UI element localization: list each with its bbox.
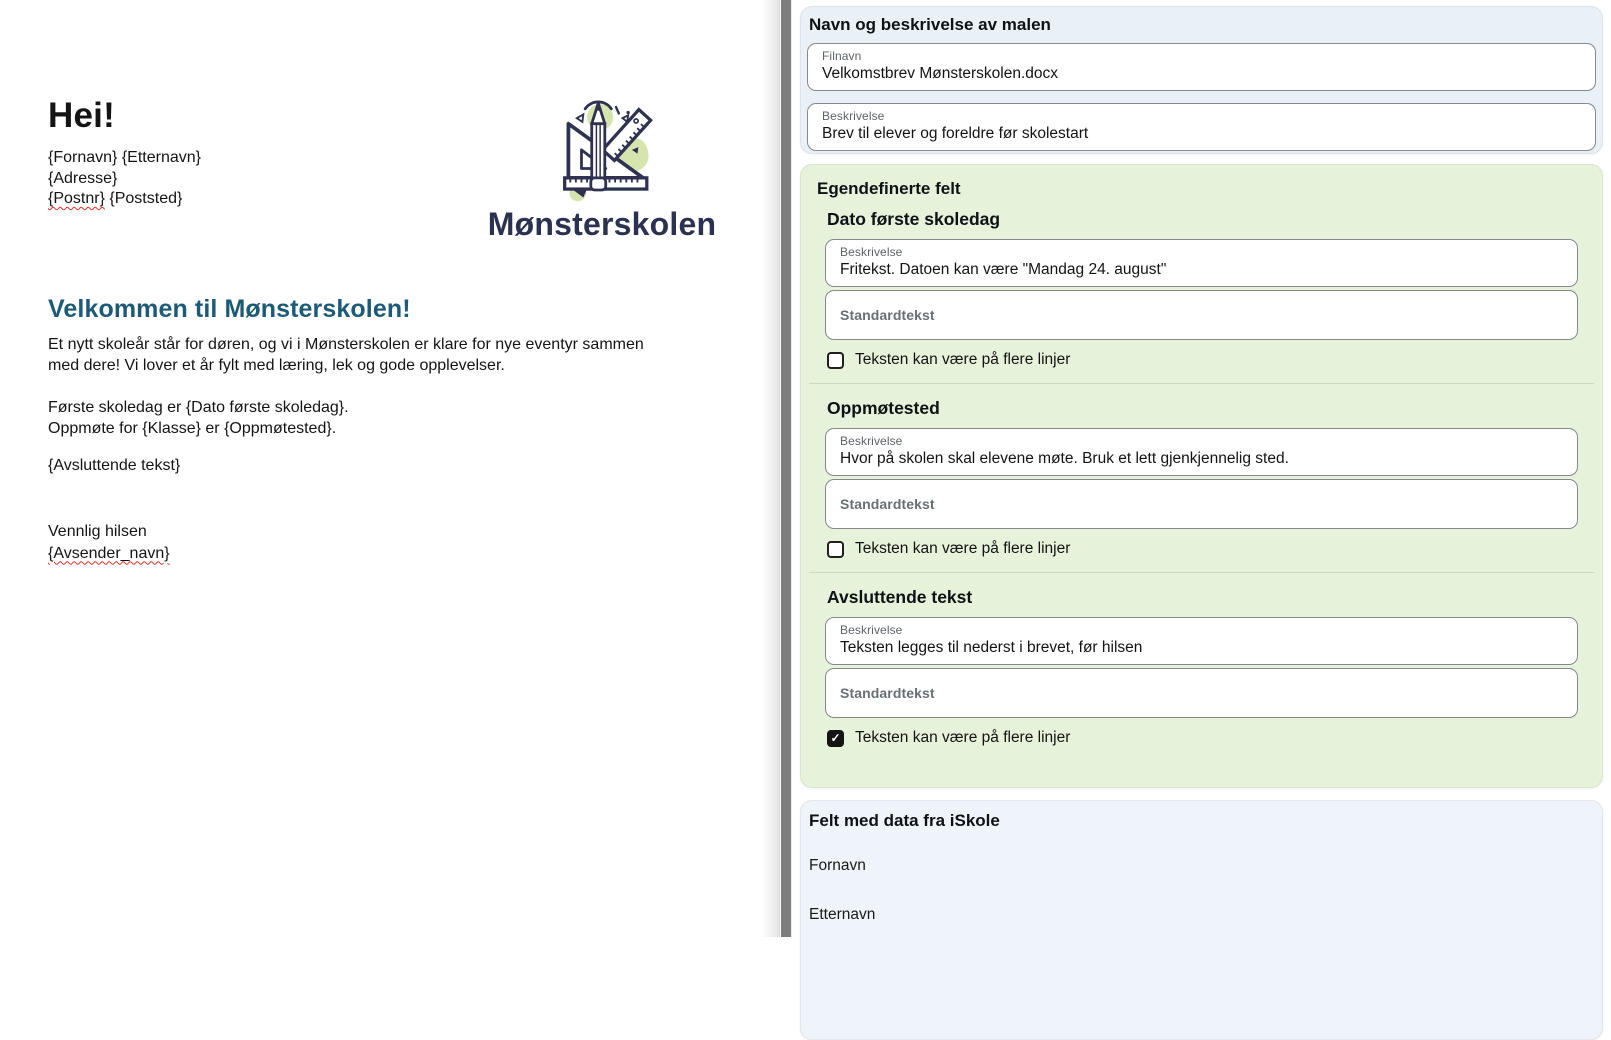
template-name-panel-title: Navn og beskrivelse av malen [809, 15, 1051, 34]
custom-field-default-text-input[interactable] [825, 668, 1578, 718]
document-preview [0, 0, 762, 937]
school-logo [452, 92, 752, 243]
school-logo-icon [546, 92, 658, 204]
multiline-checkbox[interactable] [827, 730, 844, 747]
multiline-checkbox[interactable] [827, 541, 844, 558]
custom-field-name: Dato første skoledag [827, 209, 1001, 229]
letter-body-block [48, 397, 349, 439]
letter-body-line: Oppmøte for {Klasse} er {Oppmøtested}. [48, 420, 337, 437]
iskole-panel-title: Felt med data fra iSkole [809, 811, 1000, 830]
custom-field-default-text-input[interactable] [825, 479, 1578, 529]
description-field-label: Beskrivelse [822, 109, 885, 123]
filename-field-value: Velkomstbrev Mønsterskolen.docx [822, 65, 1059, 82]
school-logo-wordmark: Mønsterskolen [487, 206, 717, 242]
letter-intro-paragraph: Et nytt skoleår står for døren, og vi i Mønsterskolen er klare for nye eventyr sammen med dere! Vi lover et år fylt med læring, lek og gode opplevelser. [48, 336, 644, 374]
sender-name-placeholder: {Avsender_navn} [48, 544, 170, 562]
pane-divider-handle[interactable] [780, 0, 792, 937]
iskole-fields-panel [800, 800, 1603, 1040]
multiline-checkbox[interactable] [827, 352, 844, 369]
custom-field-name: Oppmøtested [827, 398, 940, 418]
custom-field-description-input[interactable] [825, 617, 1578, 665]
multiline-checkbox-label: Teksten kan være på flere linjer [855, 729, 1071, 746]
custom-field-section-dato-forste-skoledag [825, 209, 1578, 369]
pane-divider-track [762, 0, 780, 937]
section-divider [809, 383, 1594, 384]
template-editor-pane [792, 0, 1611, 937]
description-field[interactable] [807, 103, 1596, 151]
description-field-value: Brev til elever og foreldre før skolestart [822, 125, 1089, 142]
description-value: Fritekst. Datoen kan være "Mandag 24. august" [840, 261, 1167, 278]
recipient-postal-line [48, 189, 201, 210]
default-text-label: Standardtekst [840, 307, 935, 323]
poststed-placeholder: {Poststed} [109, 190, 183, 207]
filename-field-label: Filnavn [822, 49, 862, 63]
custom-field-description-input[interactable] [825, 239, 1578, 287]
letter-body-line: Første skoledag er {Dato første skoledag}. [48, 399, 349, 416]
description-label: Beskrivelse [840, 623, 903, 637]
signoff-block [48, 521, 170, 564]
custom-field-default-text-input[interactable] [825, 290, 1578, 340]
description-label: Beskrivelse [840, 434, 903, 448]
description-value: Hvor på skolen skal elevene møte. Bruk et lett gjenkjennelig sted. [840, 450, 1289, 467]
default-text-label: Standardtekst [840, 685, 935, 701]
closing-text-placeholder: {Avsluttende tekst} [48, 457, 181, 474]
custom-field-section-avsluttende-tekst [825, 587, 1578, 747]
multiline-checkbox-row[interactable] [827, 351, 1578, 369]
multiline-checkbox-label: Teksten kan være på flere linjer [855, 351, 1071, 368]
custom-fields-panel [800, 164, 1603, 788]
custom-field-name: Avsluttende tekst [827, 587, 973, 607]
recipient-name-line: {Fornavn} {Etternavn} [48, 149, 201, 166]
iskole-field-fornavn[interactable]: Fornavn [809, 857, 866, 874]
iskole-field-etternavn[interactable]: Etternavn [809, 906, 876, 923]
recipient-address-block [48, 148, 201, 210]
postnr-placeholder: {Postnr} [48, 190, 105, 207]
custom-fields-panel-title: Egendefinerte felt [817, 179, 961, 198]
multiline-checkbox-label: Teksten kan være på flere linjer [855, 540, 1071, 557]
description-value: Teksten legges til nederst i brevet, før hilsen [840, 639, 1143, 656]
signoff-line: Vennlig hilsen [48, 523, 147, 540]
letter-heading: Velkommen til Mønsterskolen! [48, 295, 411, 323]
section-divider [809, 572, 1594, 573]
recipient-street-line: {Adresse} [48, 169, 118, 187]
multiline-checkbox-row[interactable] [827, 729, 1578, 747]
letter-greeting: Hei! [48, 96, 115, 135]
template-name-panel [800, 6, 1603, 154]
multiline-checkbox-row[interactable] [827, 540, 1578, 558]
custom-field-section-oppmotested [825, 398, 1578, 558]
description-label: Beskrivelse [840, 245, 903, 259]
default-text-label: Standardtekst [840, 496, 935, 512]
filename-field[interactable] [807, 43, 1596, 91]
custom-field-description-input[interactable] [825, 428, 1578, 476]
